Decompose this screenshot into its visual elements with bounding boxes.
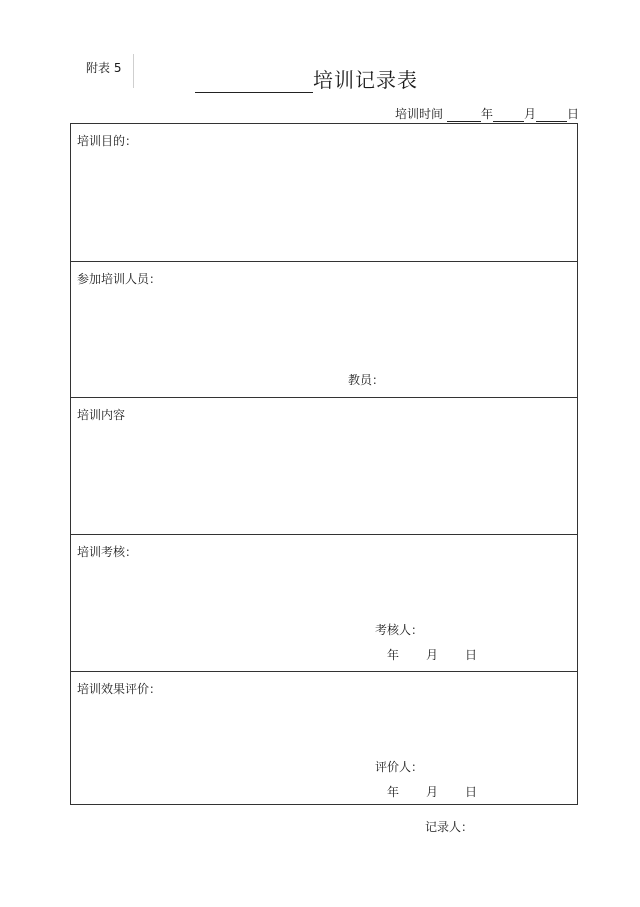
evaluation-month-label: 月	[426, 785, 439, 799]
assessment-day-label: 日	[465, 648, 478, 662]
content-label: 培训内容	[77, 408, 126, 422]
evaluation-date	[387, 783, 477, 800]
assessor-label: 考核人：	[375, 623, 424, 637]
section-attendees[interactable]	[71, 261, 577, 397]
evaluation-label: 培训效果评价：	[77, 682, 162, 696]
purpose-label: 培训目的：	[77, 134, 138, 148]
recorder-label: 记录人：	[425, 820, 474, 834]
section-evaluation[interactable]	[71, 671, 577, 806]
instructor-label: 教员：	[348, 373, 385, 387]
day-label: 日	[566, 107, 579, 121]
assessment-date	[387, 646, 477, 663]
day-blank[interactable]	[536, 107, 567, 122]
assessment-label: 培训考核：	[77, 545, 138, 559]
training-date-label: 培训时间	[394, 107, 443, 121]
year-label: 年	[480, 107, 493, 121]
training-date-row	[395, 105, 579, 122]
record-form-table	[70, 123, 578, 805]
evaluator-label: 评价人：	[375, 760, 424, 774]
annex-label: 附表 5	[86, 61, 122, 75]
annex-divider	[133, 54, 134, 88]
title-block	[195, 66, 418, 93]
year-blank[interactable]	[447, 107, 481, 122]
section-content[interactable]	[71, 397, 577, 534]
section-purpose[interactable]	[71, 124, 577, 261]
evaluation-day-label: 日	[465, 785, 478, 799]
attendees-label: 参加培训人员：	[77, 272, 162, 286]
section-assessment[interactable]	[71, 534, 577, 671]
month-label: 月	[523, 107, 536, 121]
assessment-month-label: 月	[426, 648, 439, 662]
title-blank-line[interactable]	[195, 66, 313, 93]
evaluation-year-label: 年	[387, 785, 400, 799]
month-blank[interactable]	[493, 107, 524, 122]
assessment-year-label: 年	[387, 648, 400, 662]
page-title: 培训记录表	[313, 68, 418, 92]
